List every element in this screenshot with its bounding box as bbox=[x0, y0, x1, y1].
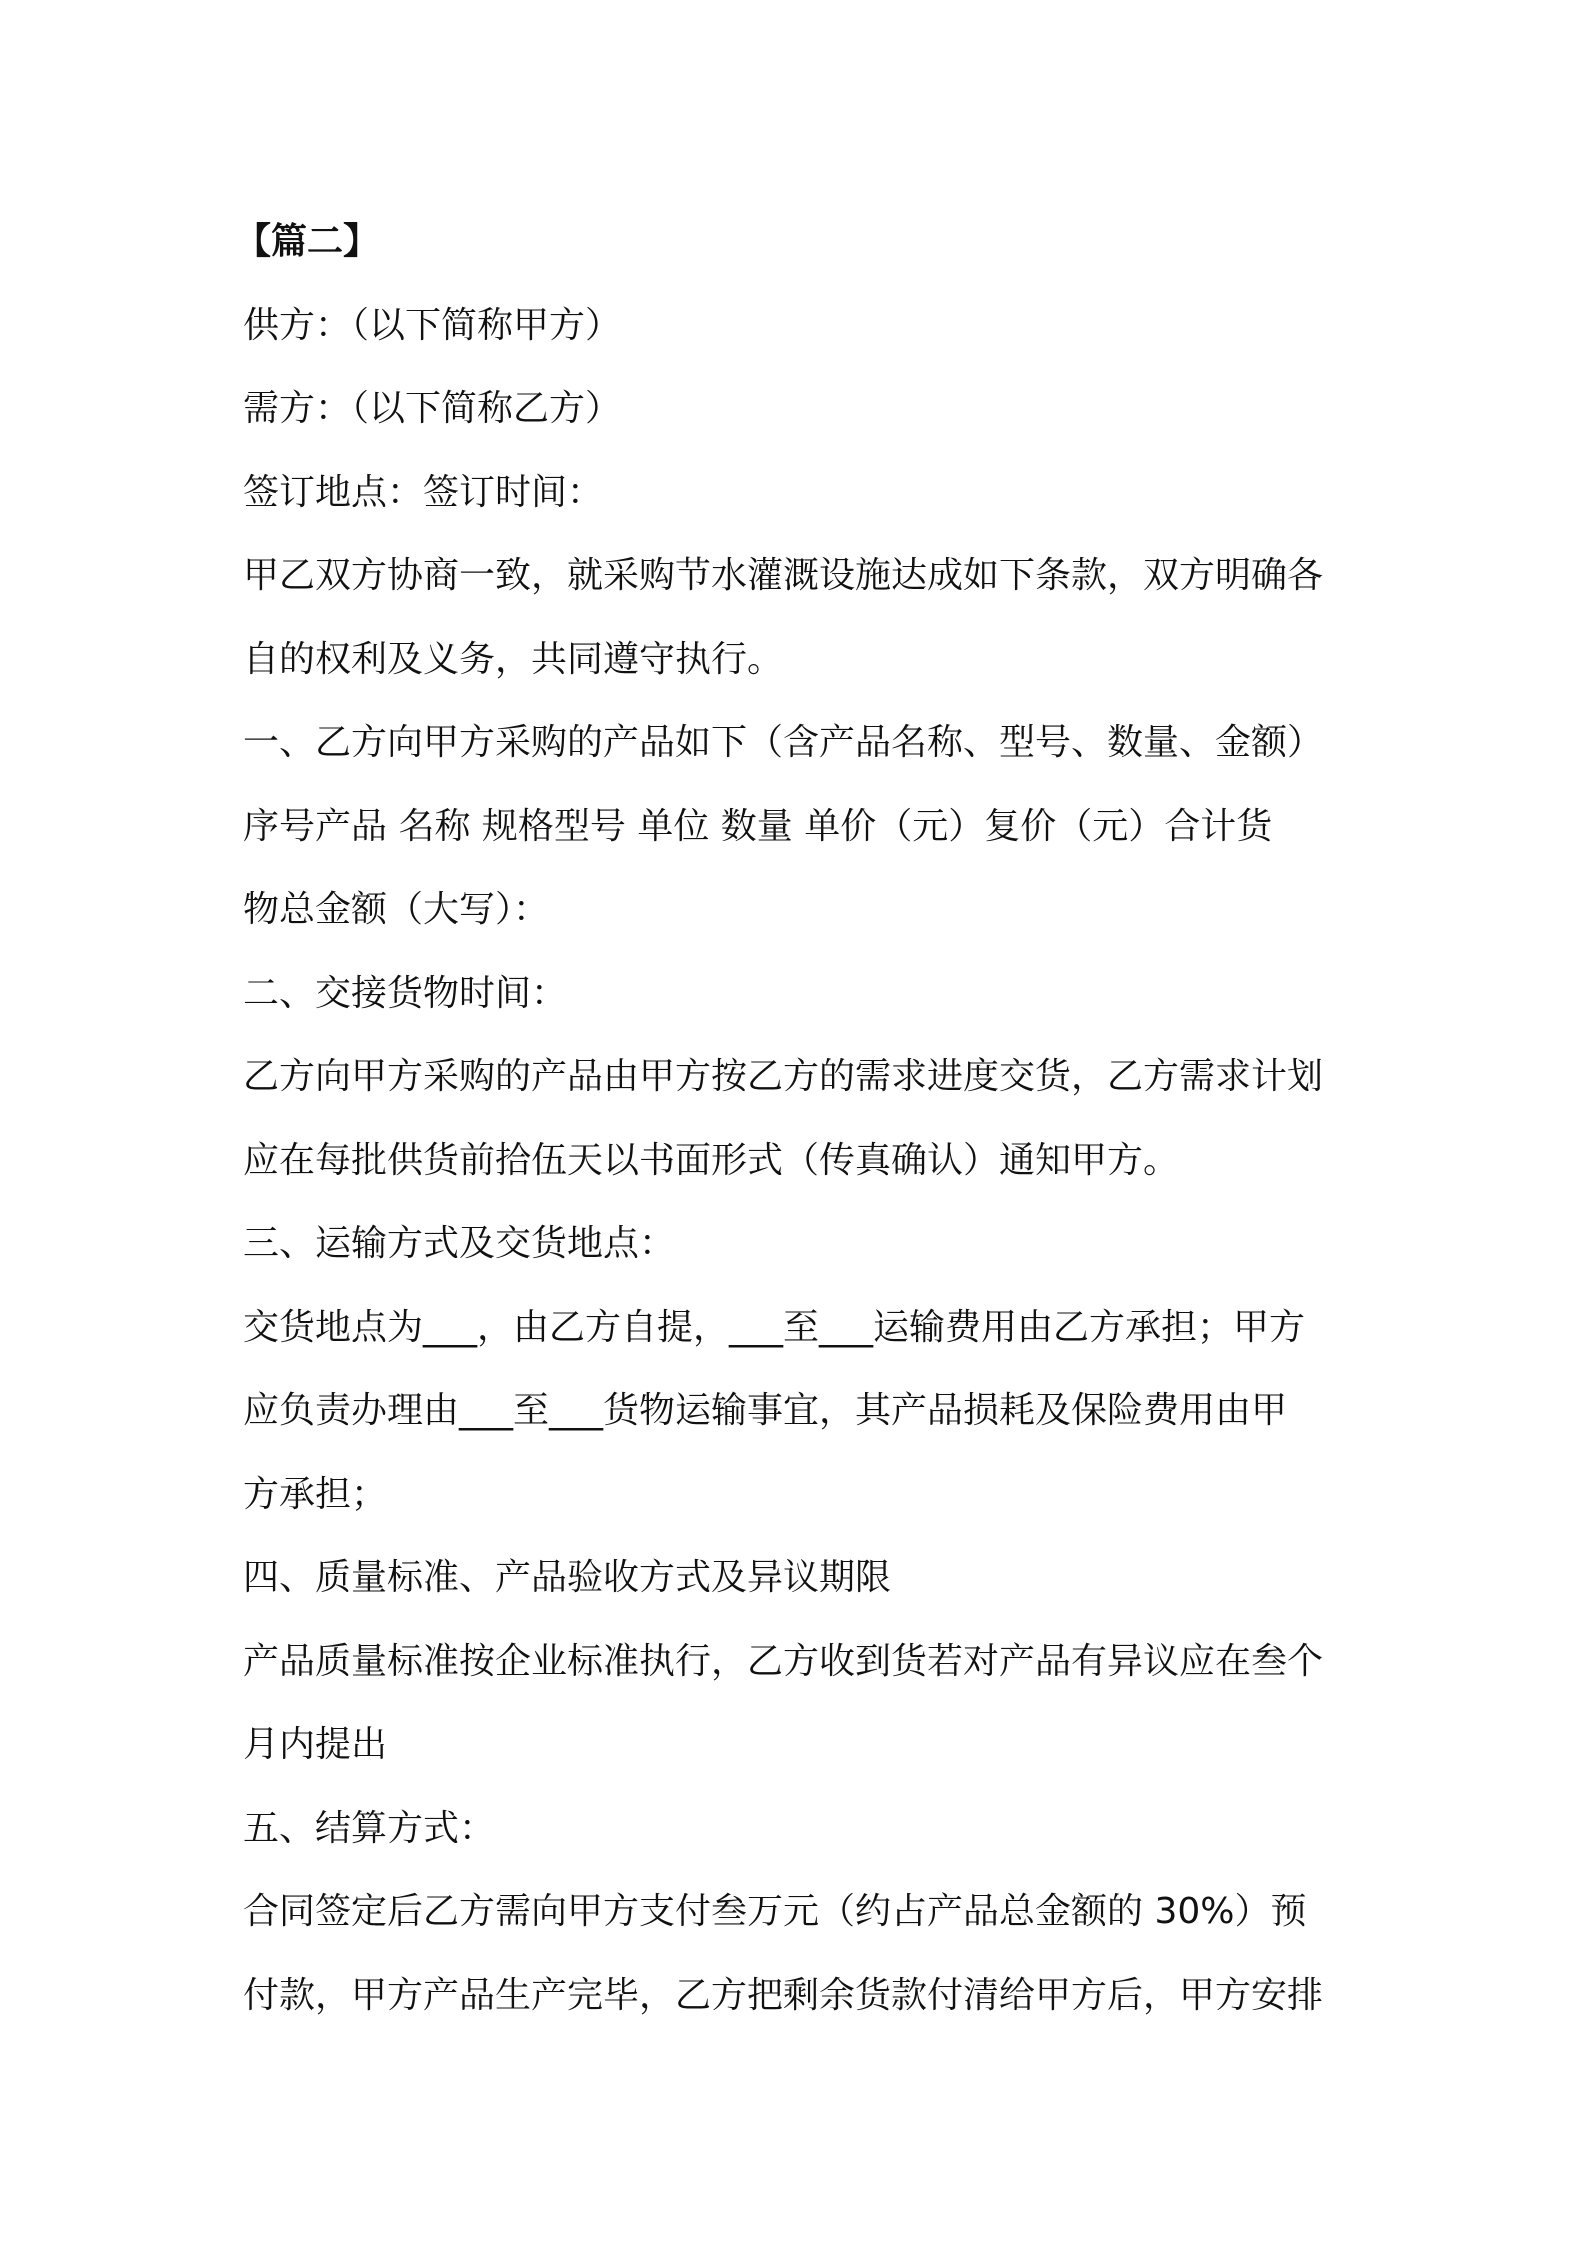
buyer-line: 需方：（以下简称乙方） bbox=[243, 388, 622, 429]
clause-1-title: 一、乙方向甲方采购的产品如下（含产品名称、型号、数量、金额） bbox=[243, 722, 1324, 763]
section-heading: 【篇二】 bbox=[235, 221, 380, 262]
clause-3-text-line: 交货地点为___，由乙方自提，___至___运输费用由乙方承担；甲方 bbox=[243, 1306, 1306, 1348]
clause-2-text-line: 乙方向甲方采购的产品由甲方按乙方的需求进度交货，乙方需求计划 bbox=[243, 1056, 1324, 1097]
supplier-line: 供方：（以下简称甲方） bbox=[243, 304, 622, 346]
clause-3-text-line: 方承担； bbox=[243, 1473, 388, 1515]
intro-paragraph-line: 自的权利及义务，共同遵守执行。 bbox=[243, 638, 784, 680]
document-body bbox=[235, 200, 1358, 2037]
clause-3-text-line: 应负责办理由___至___货物运输事宜，其产品损耗及保险费用由甲 bbox=[243, 1390, 1288, 1431]
clause-2-text-line: 应在每批供货前拾伍天以书面形式（传真确认）通知甲方。 bbox=[243, 1139, 1180, 1181]
intro-paragraph-line: 甲乙双方协商一致，就采购节水灌溉设施达成如下条款，双方明确各 bbox=[243, 555, 1324, 596]
clause-5-text-line: 合同签定后乙方需向甲方支付叁万元（约占产品总金额的 30%）预 bbox=[243, 1891, 1307, 1932]
signing-info-line: 签订地点：签订时间： bbox=[243, 471, 604, 513]
clause-4-text-line: 产品质量标准按企业标准执行，乙方收到货若对产品有异议应在叁个 bbox=[243, 1640, 1324, 1682]
clause-4-title: 四、质量标准、产品验收方式及异议期限 bbox=[243, 1557, 892, 1598]
product-table-header-line: 序号产品 名称 规格型号 单位 数量 单价（元）复价（元）合计货 bbox=[243, 805, 1273, 847]
product-table-header-line: 物总金额（大写）： bbox=[243, 889, 550, 930]
clause-5-text-line: 付款，甲方产品生产完毕，乙方把剩余货款付清给甲方后，甲方安排 bbox=[243, 1974, 1324, 2016]
clause-4-text-line: 月内提出 bbox=[243, 1724, 388, 1765]
clause-2-title: 二、交接货物时间： bbox=[243, 972, 568, 1014]
clause-3-title: 三、运输方式及交货地点： bbox=[243, 1223, 676, 1264]
clause-5-title: 五、结算方式： bbox=[243, 1807, 496, 1849]
